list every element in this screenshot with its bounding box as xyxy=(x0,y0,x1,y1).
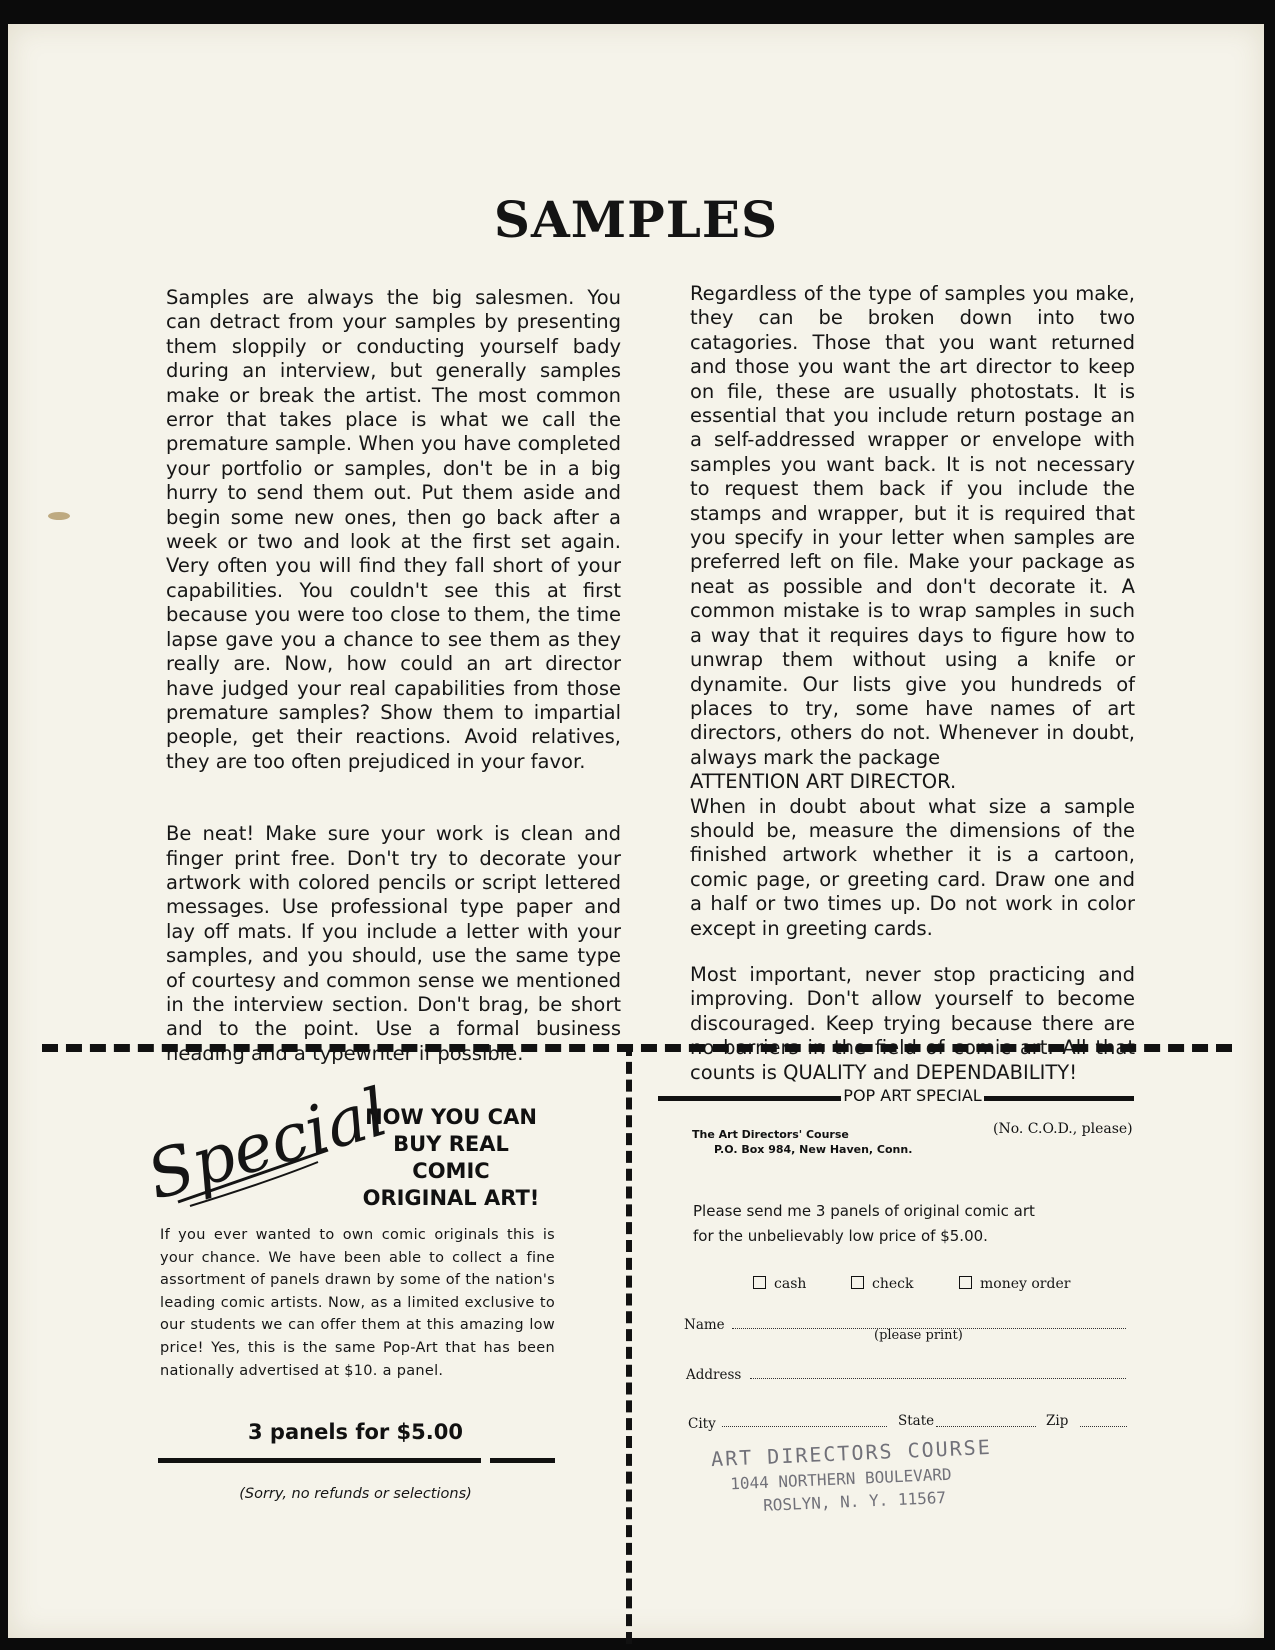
special-body-text: If you ever wanted to own comic originals this is your chance. We have been able to collect a fine assortment of panels drawn by some of the nation's leading comic artists. Now, as a limited exclusive to our students we can offer them at this amazing low price! Yes, this is the same Pop-Art that has been nationally advertised at $10. a panel. xyxy=(160,1227,555,1379)
document-page xyxy=(8,24,1264,1638)
zip-field[interactable] xyxy=(1080,1426,1127,1427)
option-money-order[interactable]: money order xyxy=(959,1276,1070,1292)
order-request: Please send me 3 panels of original comic art for the unbelievably low price of $5.00. xyxy=(693,1202,1035,1245)
cut-line-horizontal xyxy=(42,1044,1232,1052)
page-title: SAMPLES xyxy=(493,190,779,249)
rubber-stamp: ART DIRECTORS COURSE 1044 NORTHERN BOULEVARD ROSLYN, N. Y. 11567 xyxy=(710,1434,993,1515)
stain-mark xyxy=(48,512,70,520)
mailing-address: The Art Directors' Course P.O. Box 984, New Haven, Conn. xyxy=(692,1128,913,1156)
special-headline: NOW YOU CAN BUY REAL COMIC ORIGINAL ART! xyxy=(362,1105,540,1210)
please-print-note: (please print) xyxy=(874,1328,963,1343)
paragraph-sample-types: Regardless of the type of samples you make, they can be broken down into two catagories. Those that you want returned and those you want the art director to keep on file, these are usually photostats. It is essential that you include return postage an a self-addressed wrapper or envelope with samples you want back. It is not necessary to request them back if you include the stamps and wrapper, but it is required that you specify in your letter when samples are preferred left on file. Make your package as neat as possible and don't decorate it. A common mistake is to wrap samples in such a way that it requires days to figure how to unwrap them without using a knife or dynamite. Our lists give you hundreds of places to try, some have names of art directors, others do not. Whenever in doubt, always mark the package xyxy=(690,282,1135,769)
address-label: Address xyxy=(686,1367,742,1383)
paragraph-be-neat: Be neat! Make sure your work is clean and finger print free. Don't try to decorate your artwork with colored pencils or script lettered messages. Use professional type paper and lay off mats. If you include a letter with your samples, and you should, use the same type of courtesy and common sense we mentioned in the interview section. Don't brag, be short and to the point. Use a formal business heading and a typewriter if possible. xyxy=(166,822,621,1065)
money-order-checkbox[interactable] xyxy=(959,1276,972,1289)
no-refunds-note: (Sorry, no refunds or selections) xyxy=(239,1486,472,1502)
left-column xyxy=(166,286,621,1066)
check-checkbox[interactable] xyxy=(851,1276,864,1289)
price-offer: 3 panels for $5.00 xyxy=(248,1420,463,1444)
option-cash[interactable]: cash xyxy=(753,1276,806,1292)
name-label: Name xyxy=(684,1317,725,1333)
price-underline-short xyxy=(490,1458,555,1463)
option-check[interactable]: check xyxy=(851,1276,913,1292)
attention-line: ATTENTION ART DIRECTOR. xyxy=(690,770,957,794)
cut-line-vertical xyxy=(626,1044,632,1644)
cash-checkbox[interactable] xyxy=(753,1276,766,1289)
state-field[interactable] xyxy=(936,1426,1036,1427)
zip-label: Zip xyxy=(1046,1413,1069,1429)
paragraph-samples-intro: Samples are always the big salesmen. You can detract from your samples by presenting them sloppily or conducting yourself bady during an interview, but generally samples make or break the artist. The most common error that takes place is what we call the premature sample. When you have completed your portfolio or samples, don't be in a big hurry to send them out. Put them aside and begin some new ones, then go back after a week or two and look at the first set again. Very often you will find they fall short of your capabilities. You couldn't see this at first because you were too close to them, the time lapse gave you a chance to see them as they really are. Now, how could an art director have judged your real capabilities from those premature samples? Show them to impartial people, get their reactions. Avoid relatives, they are too often prejudiced in your favor. xyxy=(166,286,621,773)
address-field[interactable] xyxy=(750,1378,1126,1379)
no-cod-note: (No. C.O.D., please) xyxy=(993,1121,1133,1137)
order-form-title: POP ART SPECIAL xyxy=(843,1086,982,1105)
title-rule-left xyxy=(658,1096,841,1101)
special-script-logo xyxy=(138,1073,396,1215)
special-script-text: Special xyxy=(138,1073,396,1215)
price-underline xyxy=(158,1458,481,1463)
paragraph-sample-size: When in doubt about what size a sample should be, measure the dimensions of the finished artwork whether it is a cartoon, comic page, or greeting card. Draw one and a half or two times up. Do not work in color except in greeting cards. xyxy=(690,794,1135,940)
city-field[interactable] xyxy=(722,1426,887,1427)
right-column xyxy=(690,282,1135,1085)
title-rule-right xyxy=(984,1096,1134,1101)
paragraph-most-important: Most important, never stop practicing and improving. Don't allow yourself to become discouraged. Keep trying because there are no barriers in the field of comic art. All that counts is QUALITY and DEPENDABILITY! xyxy=(690,962,1135,1084)
city-label: City xyxy=(688,1416,716,1432)
state-label: State xyxy=(898,1413,935,1429)
